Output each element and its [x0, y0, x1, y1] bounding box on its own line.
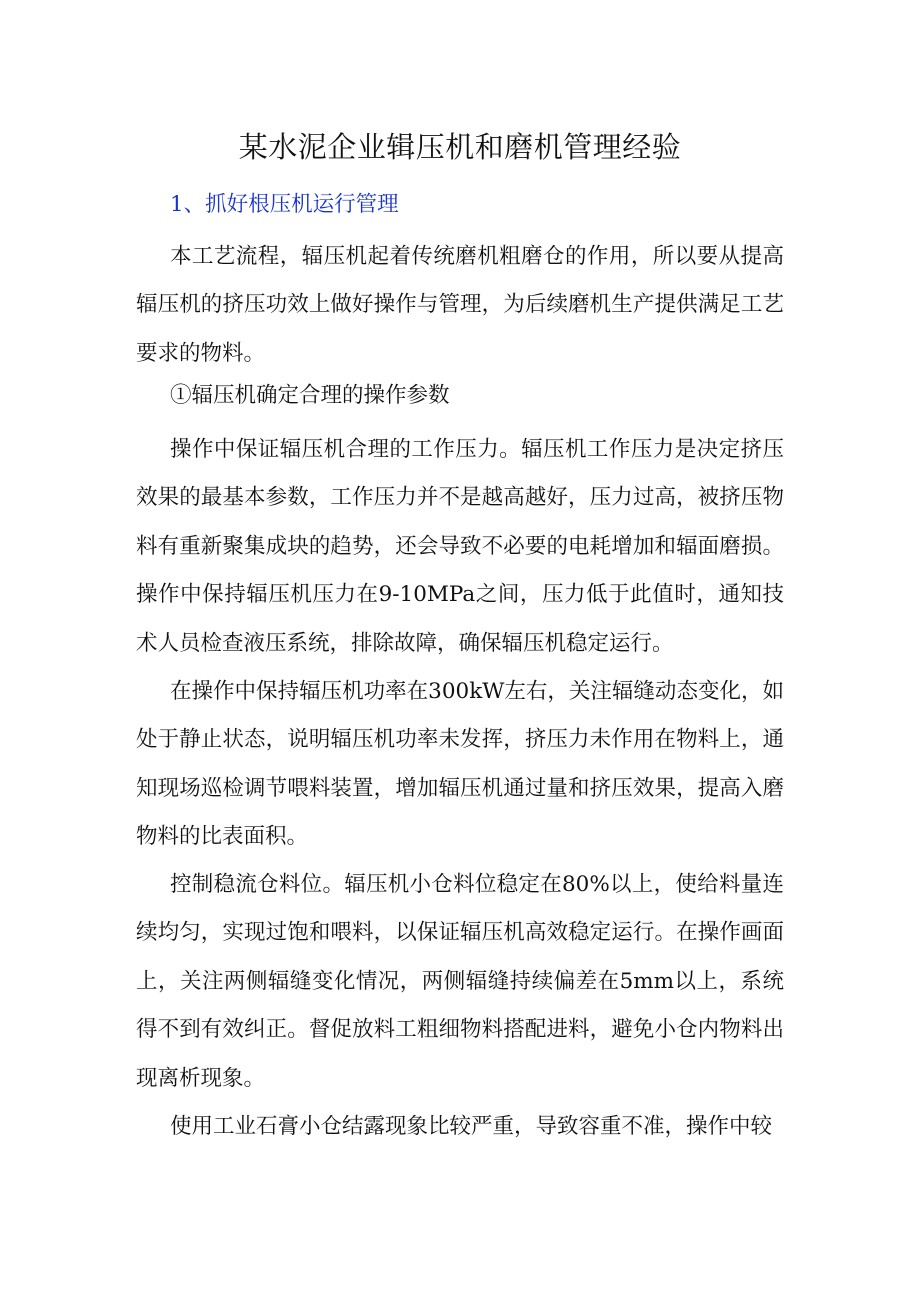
section-heading: 1、抓好根压机运行管理: [170, 192, 399, 217]
sub-heading: ①辐压机确定合理的操作参数: [170, 383, 450, 408]
paragraph-power: 在操作中保持辐压机功率在300kW左右，关注辐缝动态变化，如处于静止状态，说明辐压机功率未发挥，挤压力未作用在物料上，通知现场巡检调节喂料装置，增加辐压机通过量和挤压效果，提高入磨物料的比表面积。: [136, 679, 784, 850]
document-title: 某水泥企业辑压机和磨机管理经验: [238, 130, 682, 164]
paragraph-bin-level: 控制稳流仓料位。辐压机小仓料位稳定在80%以上，使给料量连续均匀，实现过饱和喂料，以保证辐压机高效稳定运行。在操作画面上，关注两侧辐缝变化情况，两侧辐缝持续偏差在5mm以上，系统得不到有效纠正。督促放料工粗细物料搭配进料，避免小仓内物料出现离析现象。: [136, 872, 784, 1091]
paragraph-pressure: 操作中保证辐压机合理的工作压力。辐压机工作压力是决定挤压效果的最基本参数，工作压力并不是越高越好，压力过高，被挤压物料有重新聚集成块的趋势，还会导致不必要的电耗增加和辐面磨损。操作中保持辐压机压力在9-10MPa之间，压力低于此值时，通知技术人员检查液压系统，排除故障，确保辐压机稳定运行。: [136, 437, 784, 656]
paragraph-intro: 本工艺流程，辐压机起着传统磨机粗磨仓的作用，所以要从提高辐压机的挤压功效上做好操作与管理，为后续磨机生产提供满足工艺要求的物料。: [136, 244, 784, 366]
paragraph-gypsum: 使用工业石膏小仓结露现象比较严重，导致容重不准，操作中较: [170, 1114, 773, 1139]
